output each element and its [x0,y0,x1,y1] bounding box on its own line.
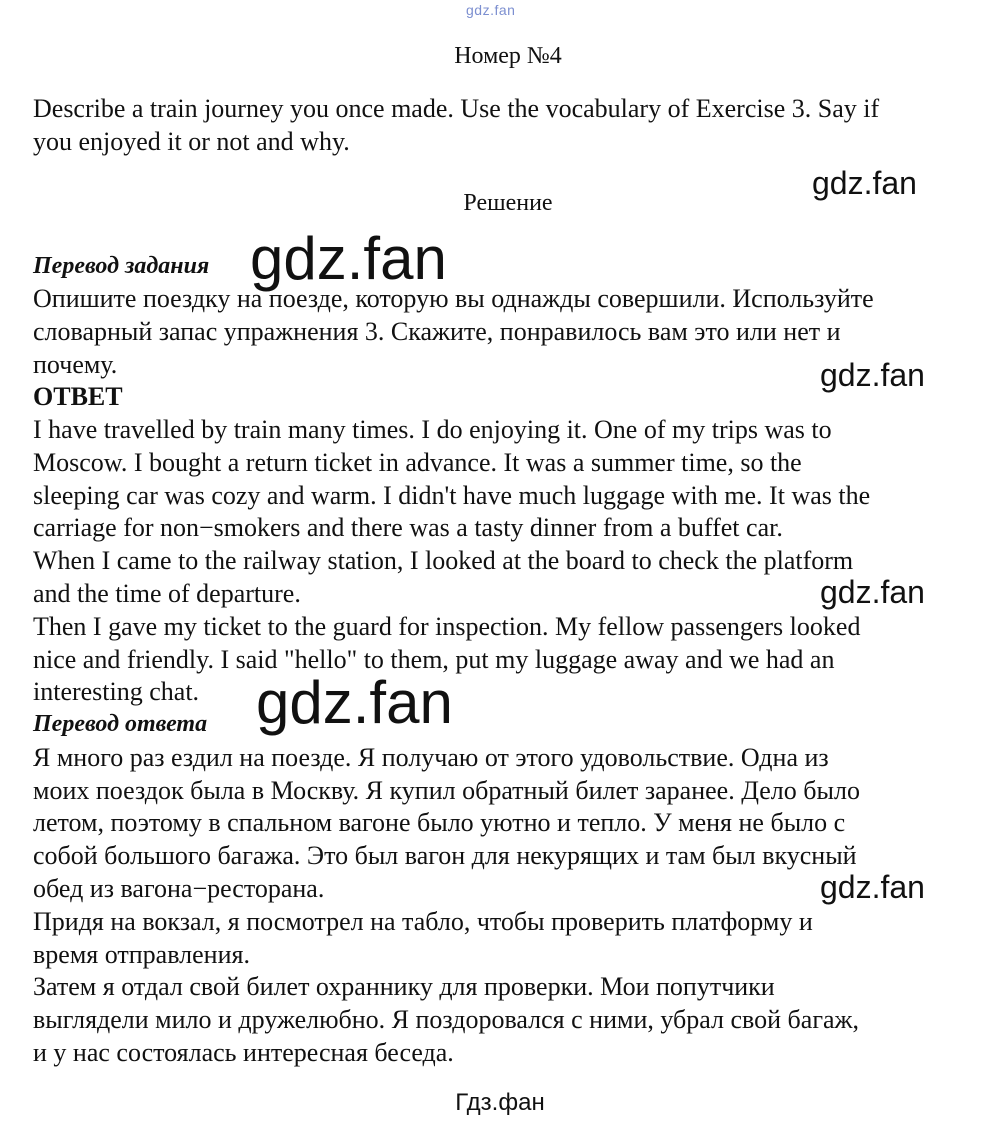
footer-watermark: Гдз.фан [455,1089,545,1116]
page-title: Номер №4 [454,43,562,69]
watermark: gdz.fan [820,357,925,393]
top-watermark: gdz.fan [466,2,516,18]
task-translation-heading: Перевод задания [33,253,210,279]
answer-translation-line: моих поездок была в Москву. Я купил обратный билет заранее. Дело было [33,776,860,805]
task-translation-line: Опишите поездку на поезде, которую вы однажды совершили. Используйте [33,284,874,313]
task-line: you enjoyed it or not and why. [33,127,350,156]
answer-line: nice and friendly. I said "hello" to them, put my luggage away and we had an [33,645,835,674]
answer-translation-line: обед из вагона−ресторана. [33,874,325,903]
answer-translation-line: летом, поэтому в спальном вагоне было уютно и тепло. У меня не было с [33,808,846,837]
answer-line: I have travelled by train many times. I do enjoying it. One of my trips was to [33,415,832,444]
answer-translation-line: Я много раз ездил на поезде. Я получаю от этого удовольствие. Одна из [33,743,829,772]
task-line: Describe a train journey you once made. Use the vocabulary of Exercise 3. Say if [33,94,880,123]
answer-translation-line: выглядели мило и дружелюбно. Я поздоровался с ними, убрал свой багаж, [33,1005,859,1034]
answer-translation-line: время отправления. [33,940,250,969]
answer-line: Moscow. I bought a return ticket in advance. It was a summer time, so the [33,448,802,477]
answer-line: carriage for non−smokers and there was a tasty dinner from a buffet car. [33,513,783,542]
answer-translation-line: Затем я отдал свой билет охраннику для проверки. Мои попутчики [33,972,775,1001]
answer-translation-line: Придя на вокзал, я посмотрел на табло, чтобы проверить платформу и [33,907,813,936]
task-translation-line: словарный запас упражнения 3. Скажите, понравилось вам это или нет и [33,317,841,346]
answer-line: interesting chat. [33,677,200,706]
watermark: gdz.fan [812,165,917,201]
solution-label: Решение [463,190,553,216]
answer-line: When I came to the railway station, I looked at the board to check the platform [33,546,854,575]
answer-translation-line: собой большого багажа. Это был вагон для некурящих и там был вкусный [33,841,857,870]
answer-line: sleeping car was cozy and warm. I didn't have much luggage with me. It was the [33,481,871,510]
watermark: gdz.fan [820,574,925,610]
answer-heading: ОТВЕТ [33,382,123,411]
answer-line: and the time of departure. [33,579,301,608]
watermark: gdz.fan [250,225,447,292]
answer-translation-line: и у нас состоялась интересная беседа. [33,1038,454,1067]
watermark: gdz.fan [256,669,453,736]
watermark: gdz.fan [820,869,925,905]
answer-translation-heading: Перевод ответа [33,711,208,737]
answer-line: Then I gave my ticket to the guard for inspection. My fellow passengers looked [33,612,861,641]
task-translation-line: почему. [33,350,118,379]
